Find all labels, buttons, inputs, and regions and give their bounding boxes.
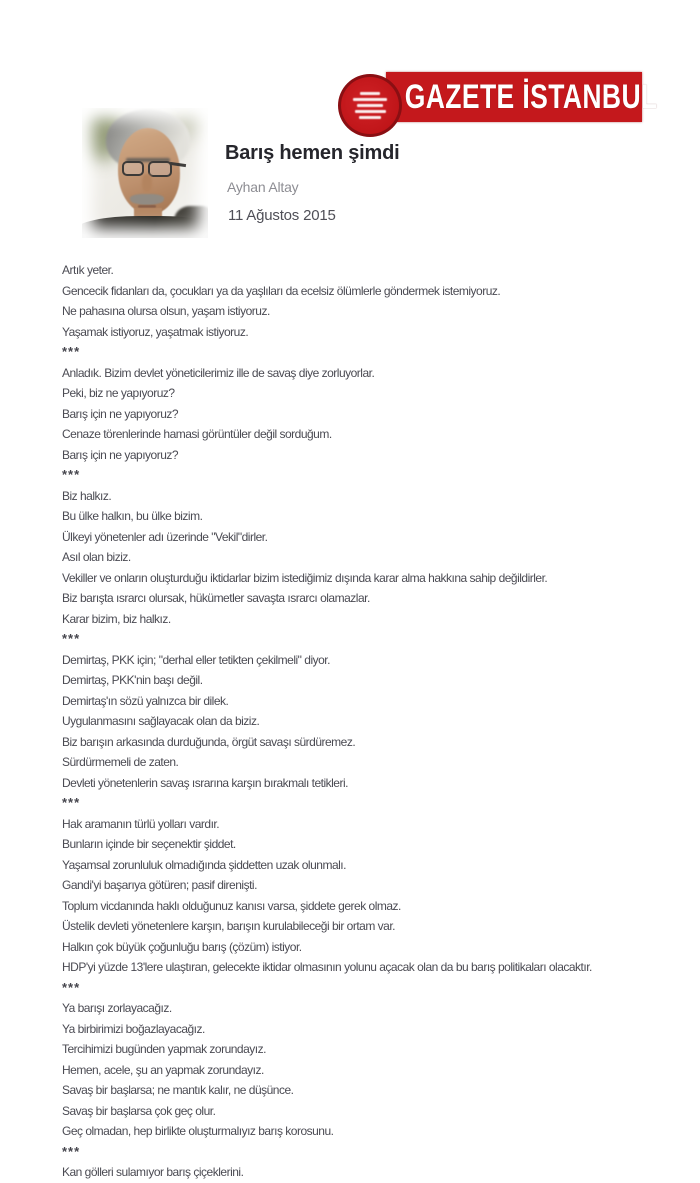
article-line: Sürdürmemeli de zaten.	[62, 755, 179, 769]
article-line: Barış için ne yapıyoruz?	[62, 447, 179, 462]
article-line: Anladık. Bizim devlet yöneticilerimiz ille de savaş diye zorluyorlar.	[62, 365, 375, 380]
article-line: Barış için ne yapıyoruz?	[62, 406, 179, 421]
newspaper-logo[interactable]	[386, 72, 658, 122]
article-body	[62, 260, 692, 1183]
section-separator: ***	[62, 631, 81, 646]
article-line: Uygulanmasını sağlayacak olan da biziz.	[62, 714, 260, 728]
article-date: 11 Ağustos 2015	[228, 207, 336, 224]
article-line: Biz halkız.	[62, 488, 112, 503]
article-line: Gandi'yi başarıya götüren; pasif direnişti.	[62, 878, 257, 892]
article-line: Yaşamak istiyoruz, yaşatmak istiyoruz.	[62, 324, 249, 339]
article-line: Ya birbirimizi boğazlayacağız.	[62, 1021, 205, 1036]
article-line: Biz barışta ısrarcı olursak, hükümetler savaşta ısrarcı olamazlar.	[62, 591, 370, 605]
section-separator: ***	[62, 467, 81, 482]
article-line: Demirtaş, PKK için; "derhal eller tetikten çekilmeli" diyor.	[62, 652, 330, 667]
emblem-text-row	[360, 92, 380, 95]
article-line: Hemen, acele, şu an yapmak zorundayız.	[62, 1062, 264, 1077]
photo-vignette	[82, 108, 208, 238]
article-line: Ya barışı zorlayacağız.	[62, 1001, 172, 1015]
emblem-text-row	[359, 116, 381, 119]
article-line: Bunların içinde bir seçenektir şiddet.	[62, 837, 236, 851]
article-line: Halkın çok büyük çoğunluğu barış (çözüm) istiyor.	[62, 939, 302, 954]
article-line: Tercihimizi bugünden yapmak zorundayız.	[62, 1042, 266, 1056]
article-line: Toplum vicdanında haklı olduğunuz kanısı varsa, şiddete gerek olmaz.	[62, 898, 401, 913]
article-line: HDP'yi yüzde 13'lere ulaştıran, gelecekte iktidar olmasının yolunu açacak olan da bu barış politikaları olacaktır.	[62, 960, 592, 974]
article-author: Ayhan Altay	[227, 179, 299, 195]
article-line: Geç olmadan, hep birlikte oluşturmalıyız barış korosunu.	[62, 1124, 334, 1138]
article-line: Demirtaş'ın sözü yalnızca bir dilek.	[62, 693, 229, 708]
author-photo	[82, 108, 208, 238]
article-line: Savaş bir başlarsa; ne mantık kalır, ne düşünce.	[62, 1083, 294, 1097]
article-line: Hak aramanın türlü yolları vardır.	[62, 816, 220, 831]
newspaper-logo-text: GAZETE İSTANBUL	[404, 77, 658, 116]
section-separator: ***	[62, 795, 81, 810]
article-line: Peki, biz ne yapıyoruz?	[62, 386, 175, 400]
article-line: Gencecik fidanları da, çocukları ya da yaşlıları da ecelsiz ölümlerle göndermek istemiyoruz.	[62, 283, 501, 298]
emblem-text-row	[353, 98, 387, 101]
section-separator: ***	[62, 1143, 81, 1159]
article-line: Kan gölleri sulamıyor barış çiçeklerini.	[62, 1165, 244, 1179]
section-separator: ***	[62, 344, 81, 359]
article-line: Artık yeter.	[62, 263, 114, 277]
article-line: Yaşamsal zorunluluk olmadığında şiddetten uzak olunmalı.	[62, 857, 346, 872]
article-title: Barış hemen şimdi	[225, 142, 400, 164]
article-line: Cenaze törenlerinde hamasi görüntüler değil sorduğum.	[62, 427, 332, 441]
article-line: Vekiller ve onların oluşturduğu iktidarlar bizim istediğimiz dışında karar alma hakkına sahip değildirler.	[62, 570, 548, 585]
newspaper-emblem-icon	[338, 74, 402, 137]
section-separator: ***	[62, 979, 81, 995]
article-line: Ne pahasına olursa olsun, yaşam istiyoruz.	[62, 304, 270, 318]
article-line: Devleti yönetenlerin savaş ısrarına karşın bırakmalı tetikleri.	[62, 775, 348, 790]
emblem-text-row	[357, 104, 383, 107]
emblem-text-row	[355, 110, 386, 113]
article-line: Demirtaş, PKK'nin başı değil.	[62, 673, 203, 687]
article-line: Savaş bir başlarsa çok geç olur.	[62, 1103, 216, 1118]
article-line: Üstelik devleti yönetenlere karşın, barışın kurulabileceği bir ortam var.	[62, 919, 396, 933]
article-line: Biz barışın arkasında durduğunda, örgüt savaşı sürdüremez.	[62, 734, 356, 749]
article-line: Asıl olan biziz.	[62, 550, 131, 564]
article-line: Karar bizim, biz halkız.	[62, 611, 171, 626]
article-line: Ülkeyi yönetenler adı üzerinde "Vekil"dirler.	[62, 529, 268, 544]
article-line: Bu ülke halkın, bu ülke bizim.	[62, 509, 203, 523]
